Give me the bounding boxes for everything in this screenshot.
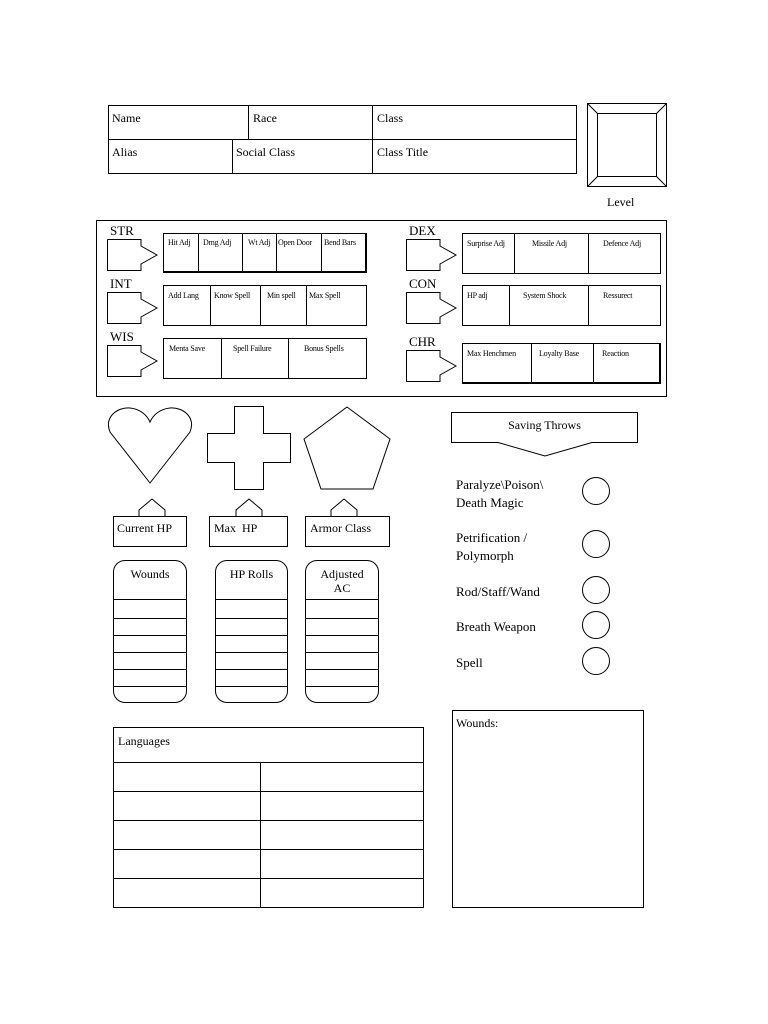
add-lang-label: Add Lang xyxy=(168,291,199,300)
hp-rolls-column xyxy=(215,560,288,703)
class-title-label: Class Title xyxy=(377,145,429,159)
str-arrow-icon xyxy=(107,239,159,271)
chr-label: CHR xyxy=(409,334,436,349)
class-title-field[interactable] xyxy=(372,139,577,174)
save-rod-staff-wand-circle[interactable] xyxy=(582,576,610,604)
adjusted-ac-label-line2: AC xyxy=(333,581,351,595)
name-field[interactable] xyxy=(108,105,249,140)
race-label: Race xyxy=(253,111,277,125)
save-spell-label: Spell xyxy=(456,655,483,670)
spell-failure-label: Spell Failure xyxy=(233,344,272,353)
dex-label: DEX xyxy=(409,223,436,238)
pentagon-icon[interactable] xyxy=(303,406,391,490)
class-field[interactable] xyxy=(372,105,577,140)
armor-class-field[interactable] xyxy=(305,516,390,547)
save-petrification-circle[interactable] xyxy=(582,530,610,558)
adjusted-ac-column xyxy=(305,560,379,703)
max-hp-field[interactable] xyxy=(209,516,288,547)
dmg-adj-label: Dmg Adj xyxy=(203,238,232,247)
level-label: Level xyxy=(607,195,635,209)
max-hp-up-arrow-icon xyxy=(221,498,277,517)
hit-adj-label: Hit Adj xyxy=(168,238,191,247)
alias-label: Alias xyxy=(112,145,138,159)
int-label: INT xyxy=(110,276,132,291)
wis-arrow-icon xyxy=(107,345,159,377)
dex-fields xyxy=(462,233,661,274)
save-rod-staff-wand-label: Rod/Staff/Wand xyxy=(456,584,540,599)
con-label: CON xyxy=(409,276,437,291)
save-petrification-line1: Petrification / xyxy=(456,530,528,545)
save-spell-circle[interactable] xyxy=(582,647,610,675)
max-spell-label: Max Spell xyxy=(309,291,341,300)
menta-save-label: Menta Save xyxy=(169,344,205,353)
wounds-notes-title: Wounds: xyxy=(456,716,499,730)
chr-fields xyxy=(462,343,661,384)
cross-icon[interactable] xyxy=(207,406,291,490)
social-class-label: Social Class xyxy=(236,145,295,159)
con-arrow-icon xyxy=(406,292,458,324)
open-door-label: Open Door xyxy=(278,238,312,247)
ressurect-label: Ressurect xyxy=(603,291,633,300)
int-arrow-icon xyxy=(107,292,159,324)
languages-table xyxy=(113,727,424,908)
save-breath-weapon-label: Breath Weapon xyxy=(456,619,536,634)
bend-bars-label: Bend Bars xyxy=(324,238,356,247)
loyalty-base-label: Loyalty Base xyxy=(539,349,580,358)
dex-arrow-icon xyxy=(406,239,458,271)
str-label: STR xyxy=(110,223,134,238)
min-spell-label: Min spell xyxy=(267,291,296,300)
reaction-label: Reaction xyxy=(602,349,629,358)
saving-throws-title: Saving Throws xyxy=(508,418,581,432)
heart-icon[interactable] xyxy=(107,405,193,485)
wounds-notes-box[interactable] xyxy=(452,710,644,908)
languages-column-divider xyxy=(260,762,261,907)
wounds-column-label: Wounds xyxy=(130,567,170,581)
save-paralyze-circle[interactable] xyxy=(582,477,610,505)
current-hp-label: Current HP xyxy=(117,521,172,535)
class-label: Class xyxy=(377,111,404,125)
hp-adj-label: HP adj xyxy=(467,291,488,300)
save-paralyze-line1: Paralyze\Poison\ xyxy=(456,477,544,492)
save-paralyze-line2: Death Magic xyxy=(456,495,524,510)
bonus-spells-label: Bonus Spells xyxy=(304,344,344,353)
armor-class-up-arrow-icon xyxy=(316,498,372,517)
con-fields xyxy=(462,285,661,326)
race-field[interactable] xyxy=(248,105,373,140)
languages-title: Languages xyxy=(118,734,170,748)
max-henchmen-label: Max Henchmen xyxy=(467,349,516,358)
name-label: Name xyxy=(112,111,141,125)
surprise-adj-label: Surprise Adj xyxy=(467,239,505,248)
current-hp-field[interactable] xyxy=(113,516,187,547)
social-class-field[interactable] xyxy=(232,139,373,174)
save-breath-weapon-circle[interactable] xyxy=(582,611,610,639)
int-fields xyxy=(163,285,367,326)
wis-label: WIS xyxy=(110,329,134,344)
defence-adj-label: Defence Adj xyxy=(603,239,642,248)
save-petrification-line2: Polymorph xyxy=(456,548,514,563)
alias-field[interactable] xyxy=(108,139,233,174)
str-fields xyxy=(163,233,367,273)
max-hp-label: Max HP xyxy=(214,521,258,535)
system-shock-label: System Shock xyxy=(523,291,567,300)
current-hp-up-arrow-icon xyxy=(124,498,180,517)
armor-class-label: Armor Class xyxy=(310,521,371,535)
adjusted-ac-label-line1: Adjusted xyxy=(320,567,364,581)
level-frame[interactable] xyxy=(587,103,667,187)
hp-rolls-column-label: HP Rolls xyxy=(229,567,274,581)
missile-adj-label: Missile Adj xyxy=(532,239,567,248)
wis-fields xyxy=(163,338,367,379)
wt-adj-label: Wt Adj xyxy=(248,238,271,247)
chr-arrow-icon xyxy=(406,350,458,382)
know-spell-label: Know Spell xyxy=(214,291,251,300)
wounds-column xyxy=(113,560,187,703)
